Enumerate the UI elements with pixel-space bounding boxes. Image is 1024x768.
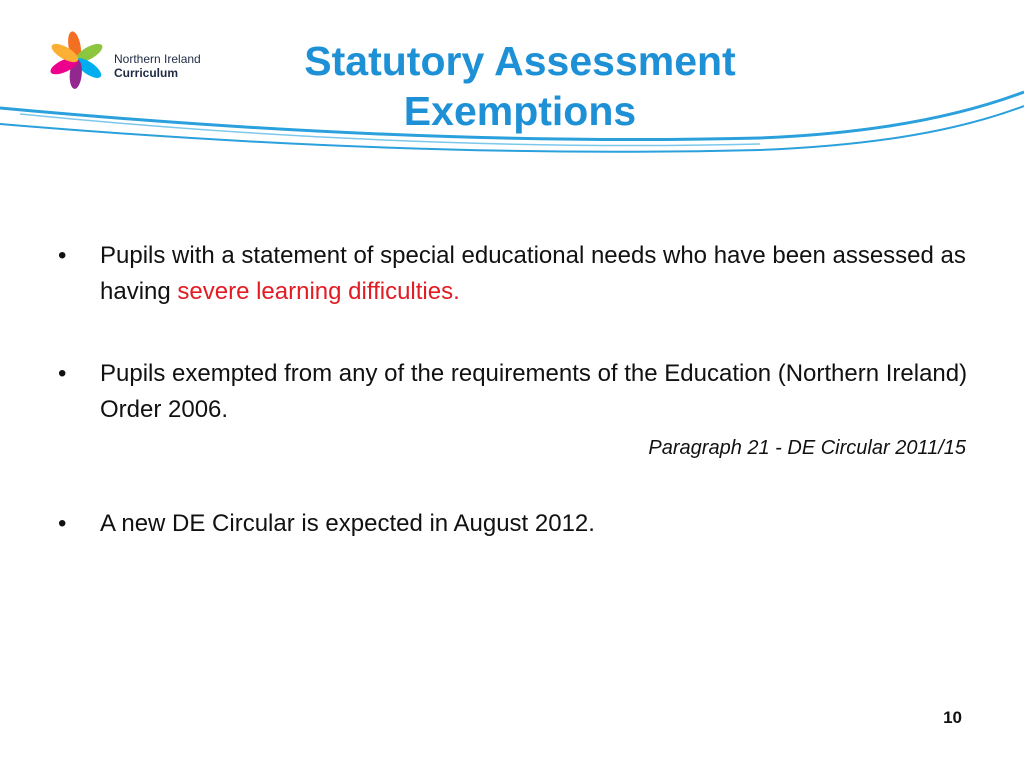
bullet-marker: •: [58, 242, 67, 269]
bullet-marker: •: [58, 510, 67, 537]
bullet-item-3: [58, 506, 978, 542]
bullet-text: A new DE Circular is expected in August 2012.: [100, 510, 595, 537]
logo-text: [114, 52, 201, 80]
bullet-item-1: [58, 238, 978, 310]
slide-title-line-1: Statutory Assessment: [304, 38, 736, 84]
bullet-item-2: [58, 356, 978, 428]
bullet-marker: •: [58, 360, 67, 387]
header-swoosh-decoration: [0, 80, 1024, 170]
bullet-highlight-text: severe learning difficulties.: [177, 278, 460, 305]
logo-line-northern-ireland: Northern Ireland: [114, 52, 201, 66]
logo-line-curriculum: Curriculum: [114, 66, 179, 80]
slide-title-line-2: Exemptions: [403, 88, 637, 134]
bullet-text: Pupils exempted from any of the requirements of the Education (Northern Ireland) Order 2006.: [100, 360, 968, 423]
bullet-list: [58, 238, 978, 542]
citation-reference: Paragraph 21 - DE Circular 2011/15: [648, 437, 966, 459]
bullet-text: Pupils with a statement of special educational needs who have been assessed as having: [100, 242, 966, 305]
page-number: 10: [943, 708, 962, 727]
